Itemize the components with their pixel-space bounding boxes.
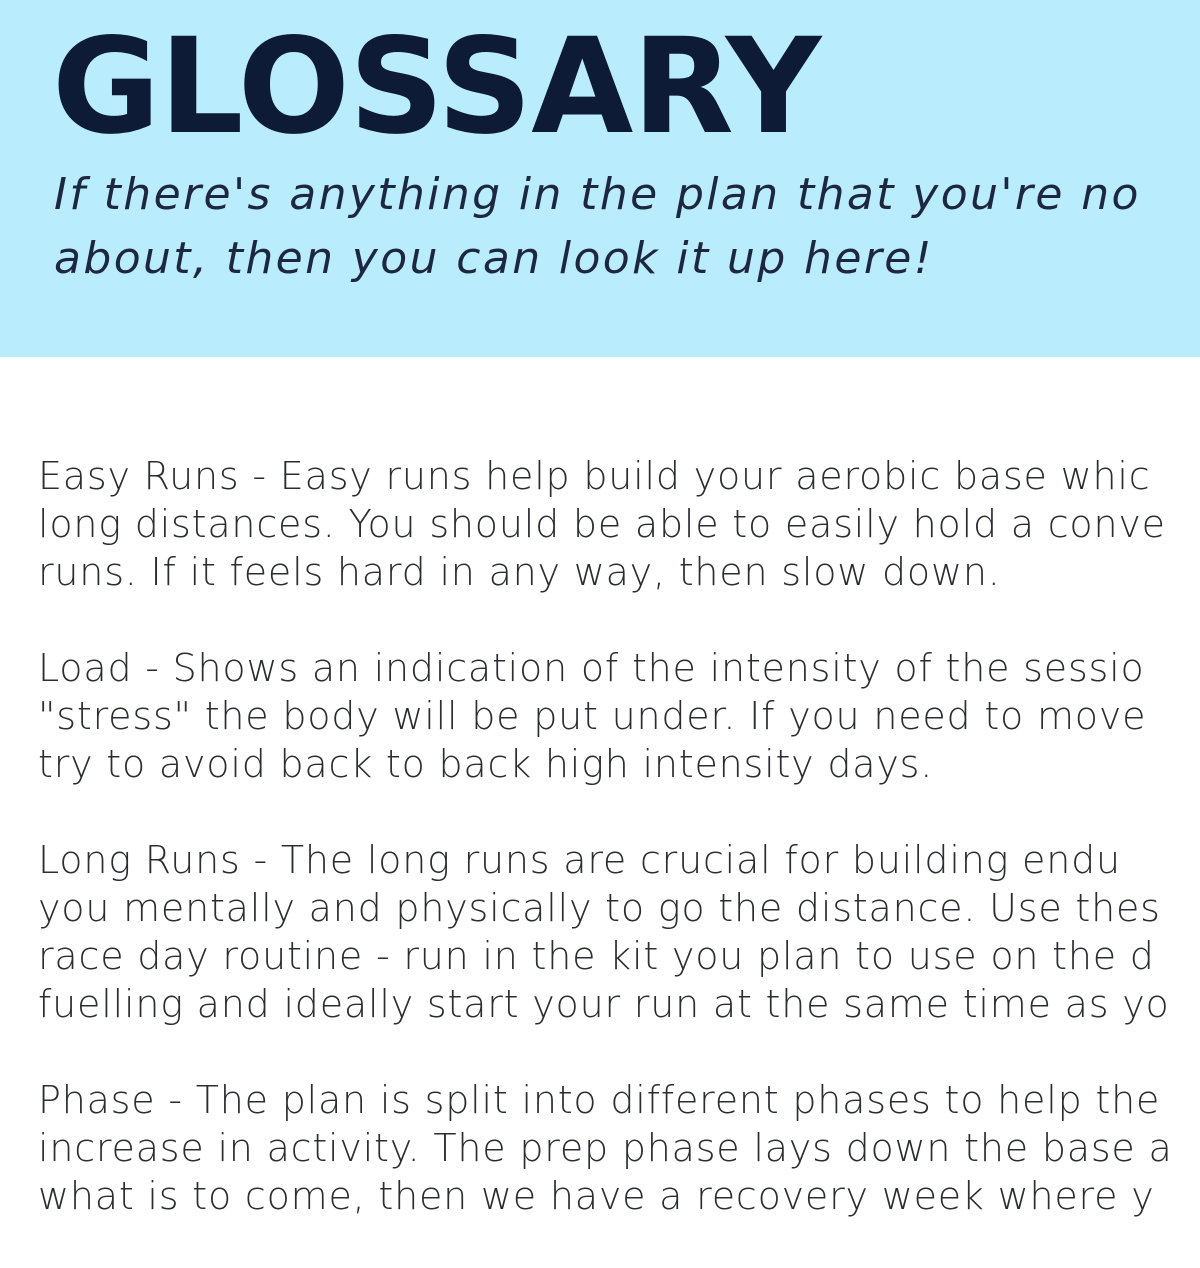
glossary-list — [38, 452, 1200, 1268]
definition-line: fuelling and ideally start your run at the same time as yo — [38, 982, 1170, 1026]
glossary-term: Easy Runs — [38, 454, 240, 498]
definition-line: try to avoid back to back high intensity days. — [38, 742, 934, 786]
glossary-term: Load — [38, 646, 133, 690]
definition-text: - The long runs are crucial for building endu — [240, 838, 1121, 882]
definition-text: - Easy runs help build your aerobic base whic — [239, 454, 1151, 498]
definition-text: - Shows an indication of the intensity of the sessio — [132, 646, 1145, 690]
glossary-term: Phase — [38, 1078, 156, 1122]
page-subtitle — [54, 163, 1200, 291]
definition-line: "stress" the body will be put under. If you need to move — [38, 694, 1147, 738]
glossary-entry-long-runs — [38, 836, 1200, 1028]
glossary-entry-easy-runs — [38, 452, 1200, 596]
glossary-term: Long Runs — [38, 838, 241, 882]
entry-line — [38, 1076, 1200, 1124]
glossary-entry-phase — [38, 1076, 1200, 1220]
definition-line: runs. If it feels hard in any way, then slow down. — [38, 550, 1001, 594]
page-title: GLOSSARY — [52, 10, 821, 164]
definition-line: what is to come, then we have a recovery week where y — [38, 1174, 1155, 1218]
entry-line — [38, 644, 1200, 692]
definition-text: - The plan is split into different phases to help the — [155, 1078, 1161, 1122]
definition-line: you mentally and physically to go the distance. Use thes — [38, 886, 1161, 930]
subtitle-line: about, then you can look it up here! — [54, 233, 934, 284]
glossary-entry-load — [38, 644, 1200, 788]
subtitle-line: If there's anything in the plan that you're no — [54, 169, 1141, 220]
entry-line — [38, 452, 1200, 500]
definition-line: increase in activity. The prep phase lays down the base a — [38, 1126, 1173, 1170]
entry-line — [38, 836, 1200, 884]
header-banner — [0, 0, 1200, 357]
definition-line: long distances. You should be able to easily hold a conve — [38, 502, 1166, 546]
definition-line: race day routine - run in the kit you plan to use on the d — [38, 934, 1155, 978]
